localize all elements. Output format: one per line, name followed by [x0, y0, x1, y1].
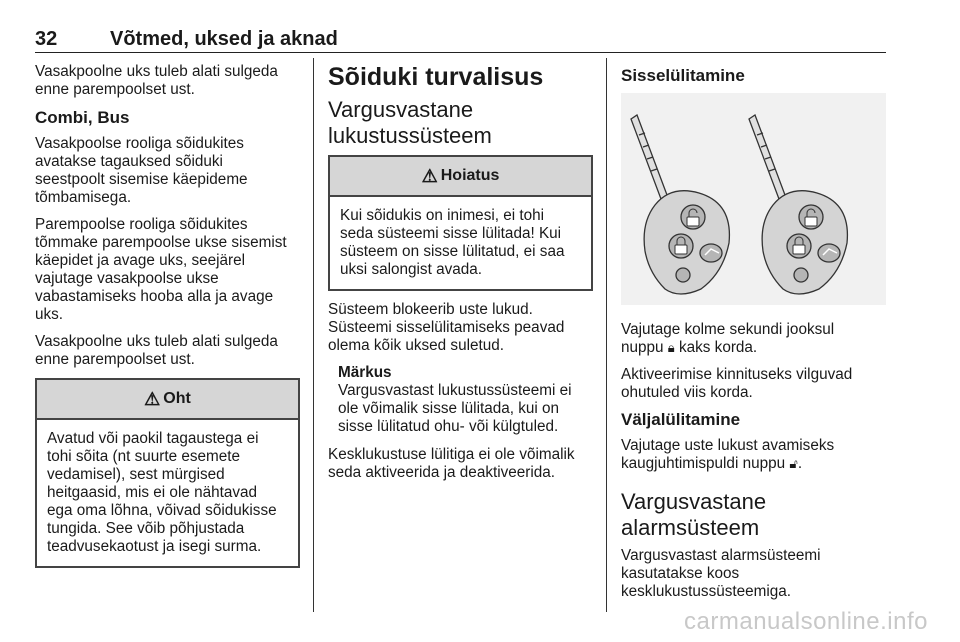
- danger-title: Oht: [163, 390, 191, 407]
- paragraph: Vargusvastast alarmsüsteemi kasutatakse koos kesklukustussüsteemiga.: [621, 547, 821, 600]
- section-heading: Combi, Bus: [35, 108, 130, 127]
- warning-title: Hoiatus: [440, 167, 500, 184]
- paragraph: Kesklukustuse lülitiga ei ole võimalik seda aktiveerida ja deaktiveerida.: [328, 446, 575, 481]
- lock-closed-icon: 🔒︎: [667, 340, 675, 355]
- paragraph: Vasakpoolse rooliga sõidukites avatakse tagauksed sõiduki seestpoolt sisemise käepideme tõmbamisega.: [35, 135, 248, 206]
- running-title: Võtmed, uksed ja aknad: [110, 28, 338, 50]
- paragraph: Vajutage kolme sekundi jooksul nuppu 🔒︎ kaks korda.: [621, 321, 835, 356]
- paragraph: Aktiveerimise kinnituseks vilguvad ohutuled viis korda.: [621, 366, 853, 401]
- warning-triangle-icon: ⚠: [421, 166, 438, 186]
- page-header: [35, 26, 886, 53]
- section-heading: Väljalülitamine: [621, 410, 741, 429]
- warning-box: [328, 155, 593, 291]
- danger-box: [35, 378, 300, 568]
- column-right: [621, 63, 891, 610]
- paragraph: Vasakpoolne uks tuleb alati sulgeda enne parempoolset ust.: [35, 63, 278, 98]
- section-heading: Sisselülitamine: [621, 66, 745, 85]
- warning-box-header: [330, 157, 591, 197]
- page-number: 32: [35, 28, 58, 50]
- note-text: Vargusvastast lukustussüsteemi ei ole võimalik sisse lülitada, kui on sisse lülitatud ohu- või külgtuled.: [338, 382, 572, 435]
- column-divider: [313, 58, 314, 612]
- column-middle: [328, 63, 593, 491]
- remote-key-illustration: [621, 93, 886, 305]
- subsection-title: Vargusvastane lukustussüsteem: [328, 97, 492, 148]
- lock-open-icon: 🔓︎: [789, 456, 798, 471]
- danger-text: Avatud või paokil tagaustega ei tohi sõita (nt suurte esemete vedamisel), sest mürgised heitgaasid, mis ei ole nähtavad ega oma lõhna, võivad sõidukisse tungida. See võib põhjustada teadvusekaotust ja isegi surma.: [47, 430, 277, 555]
- danger-box-header: [37, 380, 298, 420]
- note-title: Märkus: [338, 364, 392, 381]
- watermark: carmanualsonline.info: [684, 608, 928, 635]
- paragraph: Vajutage uste lukust avamiseks kaugjuhtimispuldi nuppu 🔓︎.: [621, 437, 835, 472]
- paragraph: Parempoolse rooliga sõidukites tõmmake parempoolse ukse sisemist käepidet ja avage uks, seejärel vajutage vasakpoolse ukse vabastamiseks hooba alla ja avage uks.: [35, 216, 287, 323]
- column-divider: [606, 58, 607, 612]
- note: [338, 364, 593, 436]
- section-title: Sõiduki turvalisus: [328, 63, 544, 91]
- paragraph: Vasakpoolne uks tuleb alati sulgeda enne parempoolset ust.: [35, 333, 278, 368]
- column-left: [35, 63, 300, 578]
- subsection-title: Vargusvastane alarmsüsteem: [621, 489, 767, 540]
- warning-triangle-icon: ⚠: [144, 389, 161, 409]
- paragraph: Süsteem blokeerib uste lukud. Süsteemi sisselülitamiseks peavad olema kõik uksed suletud.: [328, 301, 565, 354]
- warning-text: Kui sõidukis on inimesi, ei tohi seda süsteemi sisse lülitada! Kui süsteem on sisse lülitatud, ei saa uksi salongist avada.: [340, 207, 565, 278]
